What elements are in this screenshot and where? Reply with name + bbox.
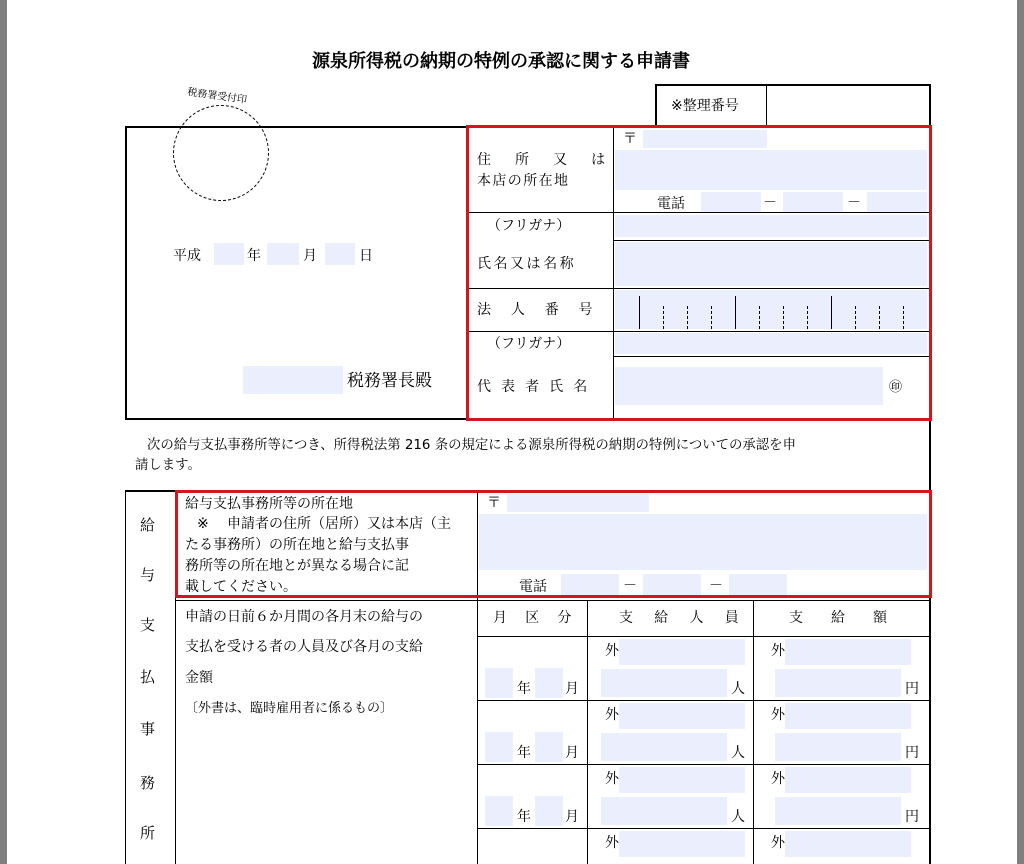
side-label-char: 所 [140,824,156,842]
row-people-unit: 人 [731,681,745,697]
side-label-char: 務 [140,774,156,792]
row-people-input[interactable] [601,733,727,761]
applicant-highlight-box [466,125,932,421]
row-people-unit: 人 [731,745,745,761]
row-amount-unit: 円 [905,681,919,697]
row-amount-input[interactable] [775,797,901,825]
seiri-number-field[interactable] [768,86,928,126]
seiri-number-label: ※整理番号 [671,98,739,114]
row-year-unit: 年 [517,745,531,761]
office-location-note-2: たる事務所）の所在地と給与支払事 [185,537,409,553]
date-month-unit: 月 [303,248,317,264]
row-people-outer-input[interactable] [619,831,745,857]
seal-mark: ㊞ [889,380,903,395]
date-year-input[interactable] [214,243,244,265]
reception-stamp-label: 税務署受付印 [186,86,248,107]
applicant-phone-dash-1: － [763,195,777,211]
row-amount-outer-input[interactable] [785,703,911,729]
row-month-input[interactable] [535,732,563,762]
row-people-outer: 外 [605,643,619,659]
office-postal-mark: 〒 [487,495,501,511]
payment-desc-3: 金額 [185,670,213,686]
side-label-char: 与 [140,566,156,584]
applicant-address-label-1: 住 所 又 は [477,152,615,168]
row-people-outer: 外 [605,771,619,787]
row-amount-outer: 外 [771,771,785,787]
row-people-outer-input[interactable] [619,639,745,665]
payment-desc-1: 申請の日前６か月間の各月末の給与の [185,609,423,625]
row-month-input[interactable] [535,668,563,698]
side-label-char: 払 [140,668,156,686]
office-location-highlight-box [175,490,932,598]
row-people-input[interactable] [601,669,727,697]
form-page [7,0,1017,864]
tax-office-suffix: 税務署長殿 [347,371,432,391]
row-year-input[interactable] [485,668,513,698]
office-location-note-mark: ※ [197,516,209,532]
col-header-month: 月 区 分 [493,610,574,626]
office-location-note-3: 務所等の所在地とが異なる場合に記 [185,558,409,574]
applicant-address-label-2: 本店の所在地 [477,173,570,189]
representative-name-label: 代 表 者 氏 名 [477,379,591,395]
row-amount-input[interactable] [775,733,901,761]
office-phone-dash-2: － [709,578,723,594]
row-year-input[interactable] [485,732,513,762]
col-header-amount: 支 給 額 [789,610,887,626]
row-month-unit: 月 [565,745,579,761]
row-amount-outer: 外 [771,707,785,723]
office-location-note-4: 載してください。 [185,579,297,595]
row-amount-unit: 円 [905,809,919,825]
row-people-outer: 外 [605,835,619,851]
row-amount-outer-input[interactable] [785,767,911,793]
date-month-input[interactable] [267,243,299,265]
row-amount-unit: 円 [905,745,919,761]
row-year-input[interactable] [485,796,513,826]
date-era: 平成 [173,248,201,264]
row-people-outer: 外 [605,707,619,723]
row-month-unit: 月 [565,681,579,697]
office-location-label: 給与支払事務所等の所在地 [185,496,353,512]
tax-office-input[interactable] [243,366,343,394]
office-phone-dash-1: － [623,578,637,594]
applicant-postal-mark: 〒 [623,131,637,147]
date-year-unit: 年 [247,248,261,264]
row-month-input[interactable] [535,796,563,826]
date-day-input[interactable] [325,243,355,265]
form-title: 源泉所得税の納期の特例の承認に関する申請書 [312,51,690,72]
representative-furigana-label: （フリガナ） [487,336,571,352]
office-phone-label: 電話 [519,579,547,595]
payment-desc-2: 支払を受ける者の人員及び各月の支給 [185,639,423,655]
side-label-char: 給 [140,516,156,534]
office-location-note-1: 申請者の住所（居所）又は本店（主 [227,516,451,532]
statement-line-2: 請します。 [135,458,201,473]
row-people-unit: 人 [731,809,745,825]
row-amount-outer: 外 [771,835,785,851]
row-year-unit: 年 [517,809,531,825]
col-header-people: 支 給 人 員 [619,610,748,626]
date-day-unit: 日 [359,248,373,264]
row-amount-outer: 外 [771,643,785,659]
row-month-unit: 月 [565,809,579,825]
reception-stamp-circle [173,105,269,201]
payment-desc-4: 〔外書は、臨時雇用者に係るもの〕 [185,701,394,716]
statement-line-1: 次の給与支払事務所等につき、所得税法第 216 条の規定による源泉所得税の納期の特例についての承認を申 [147,438,796,453]
row-amount-outer-input[interactable] [785,831,911,857]
side-label-char: 事 [140,720,156,738]
side-label-char: 支 [140,616,156,634]
applicant-phone-dash-2: － [847,195,861,211]
applicant-name-label: 氏名又は名称 [477,256,577,272]
row-people-outer-input[interactable] [619,767,745,793]
row-amount-input[interactable] [775,669,901,697]
applicant-furigana-label: （フリガナ） [487,218,571,234]
row-people-outer-input[interactable] [619,703,745,729]
row-amount-outer-input[interactable] [785,639,911,665]
row-people-input[interactable] [601,797,727,825]
row-year-unit: 年 [517,681,531,697]
corporate-number-label: 法 人 番 号 [477,302,601,318]
applicant-phone-label: 電話 [657,196,685,212]
